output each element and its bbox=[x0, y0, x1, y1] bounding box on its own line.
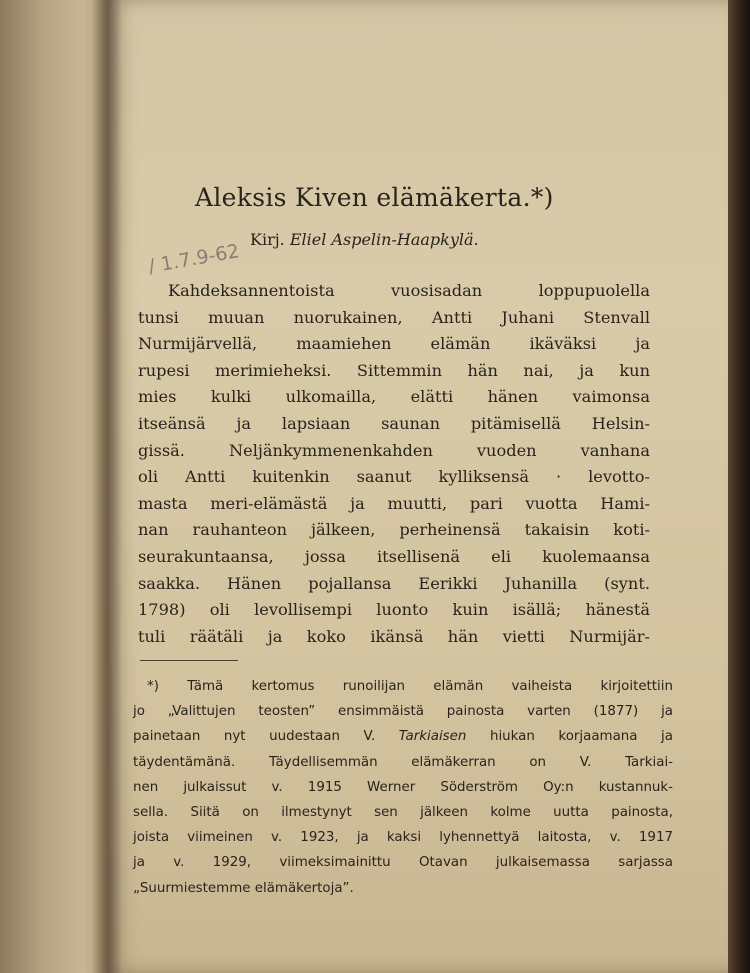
page-edge-shadow bbox=[728, 0, 750, 973]
footnote-line: jo „Valittujen teosten” ensimmäistä painosta varten (1877) ja bbox=[133, 704, 673, 720]
footnote-line: ja v. 1929, viimeksimainittu Otavan julkaisemassa sarjassa bbox=[133, 855, 673, 871]
footnote-line: joista viimeinen v. 1923, ja kaksi lyhennettyä laitosta, v. 1917 bbox=[133, 830, 673, 846]
byline bbox=[250, 230, 570, 249]
footnote-text: painetaan nyt uudestaan V. bbox=[133, 729, 376, 745]
body-text bbox=[138, 278, 650, 650]
footnote-italic-name: Tarkiaisen bbox=[398, 729, 467, 745]
body-line: mies kulki ulkomailla, elätti hänen vaimonsa bbox=[138, 387, 650, 407]
footnote-line: „Suurmiestemme elämäkertoja”. bbox=[133, 880, 354, 896]
footnote-line: nen julkaissut v. 1915 Werner Söderström Oy:n kustannuk- bbox=[133, 779, 673, 795]
body-line: rupesi merimieheksi. Sittemmin hän nai, ja kun bbox=[138, 360, 650, 380]
footnote-line bbox=[133, 724, 673, 749]
body-line: seurakuntaansa, jossa itsellisenä eli kuolemaansa bbox=[138, 546, 650, 566]
footnote-text: hiukan korjaamana ja bbox=[489, 729, 673, 745]
body-line: oli Antti kuitenkin saanut kylliksensä · levotto- bbox=[138, 467, 650, 487]
body-line: saakka. Hänen pojallansa Eerikki Juhanilla (synt. bbox=[138, 573, 650, 593]
body-line: tuli räätäli ja koko ikänsä hän vietti Nurmijär- bbox=[138, 626, 650, 646]
body-line: itseänsä ja lapsiaan saunan pitämisellä Helsin- bbox=[138, 413, 650, 433]
byline-author: Eliel Aspelin-Haapkylä. bbox=[289, 230, 479, 249]
body-line: nan rauhanteon jälkeen, perheinensä takaisin koti- bbox=[138, 520, 650, 540]
body-line: Kahdeksannentoista vuosisadan loppupuolella bbox=[168, 281, 650, 300]
footnote-line: sella. Siitä on ilmestynyt sen jälkeen kolme uutta painosta, bbox=[133, 804, 673, 820]
chapter-title: Aleksis Kiven elämäkerta.*) bbox=[195, 183, 554, 212]
body-line: masta meri-elämästä ja muutti, pari vuotta Hami- bbox=[138, 493, 650, 513]
body-line: Nurmijärvellä, maamiehen elämän ikäväksi ja bbox=[138, 334, 650, 354]
footnote-divider bbox=[140, 660, 238, 661]
body-line: 1798) oli levollisempi luonto kuin isällä; hänestä bbox=[138, 600, 650, 620]
book-gutter bbox=[92, 0, 122, 973]
body-line: gissä. Neljänkymmenenkahden vuoden vanhana bbox=[138, 440, 650, 460]
footnote bbox=[133, 674, 673, 901]
byline-prefix: Kirj. bbox=[250, 230, 285, 249]
body-line: tunsi muuan nuorukainen, Antti Juhani Stenvall bbox=[138, 307, 650, 327]
handwritten-note: / 1.7.9-62 bbox=[146, 240, 242, 278]
footnote-line: täydentämänä. Täydellisemmän elämäkerran on V. Tarkiai- bbox=[133, 754, 673, 770]
footnote-line: *) Tämä kertomus runoilijan elämän vaiheista kirjoitettiin bbox=[147, 679, 673, 694]
